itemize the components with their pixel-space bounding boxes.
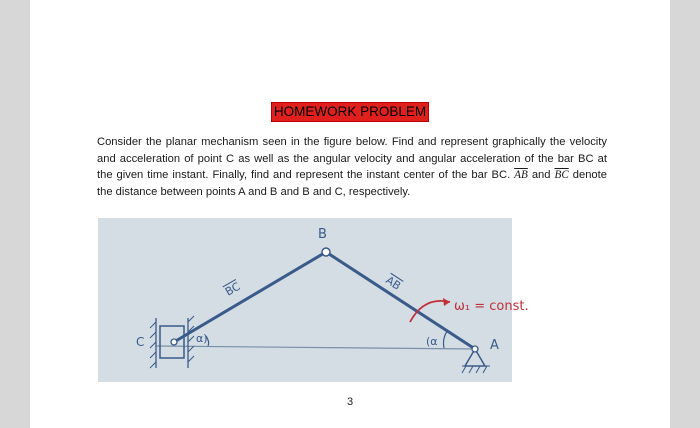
joint-a	[472, 346, 478, 352]
label-ab: AB	[383, 273, 404, 293]
mechanism-drawing	[98, 218, 529, 382]
statement-part-2: and	[527, 169, 555, 181]
joint-b	[322, 248, 330, 256]
label-alpha-left: α)	[196, 332, 208, 345]
mechanism-figure	[98, 218, 529, 382]
bc-symbol: $\overline{BC}$	[554, 169, 569, 181]
heading-wrapper	[30, 102, 670, 122]
statement-part-1: Consider the planar mechanism seen in the figure below. Find and represent graphically the velocity and acceleration of point C as well as the angular velocity and angular acceleration of the bar BC at the given time instant. Finally, find and represent the instant center of the bar BC.	[97, 136, 607, 181]
ab-symbol: $\overline{AB}$	[514, 169, 528, 181]
support-hatching	[462, 366, 490, 373]
page-number: 3	[346, 396, 354, 408]
statement-part-3: denote the distance between points A and B and B and C, respectively.	[97, 169, 607, 198]
label-bc: BC	[223, 279, 243, 299]
label-omega: ω₁ = const.	[454, 299, 529, 314]
bar-ab	[326, 252, 475, 349]
label-b: B	[318, 227, 327, 242]
homework-heading: HOMEWORK PROBLEM	[271, 102, 429, 122]
label-a: A	[490, 338, 499, 353]
bar-bc	[174, 252, 326, 342]
label-alpha-right: (α	[426, 335, 438, 348]
omega-arrowhead	[443, 298, 450, 306]
label-c: C	[136, 335, 145, 349]
document-page	[30, 0, 670, 428]
problem-statement	[97, 134, 607, 200]
joint-c	[171, 339, 177, 345]
